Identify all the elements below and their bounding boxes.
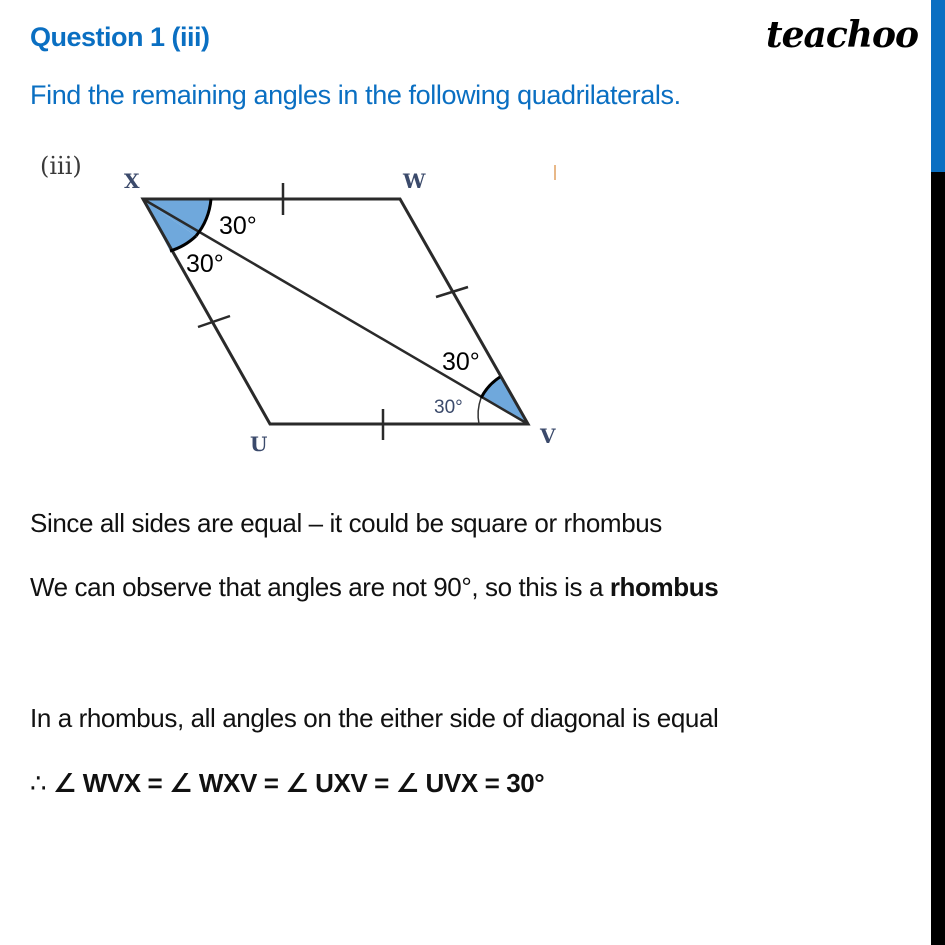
vertex-w-label: W: [403, 169, 426, 193]
angle-label-wxv: 30°: [219, 212, 257, 240]
solution-line-2: [30, 572, 718, 603]
part-label: (iii): [40, 152, 82, 180]
solution-line-4-text: ∠ WVX = ∠ WXV = ∠ UXV = ∠ UVX = 30°: [52, 768, 545, 798]
angle-arc-uvx: [478, 398, 481, 424]
solution-line-2-text: We can observe that angles are not 90°, so this is a: [30, 572, 610, 602]
vertex-x-label: X: [124, 169, 140, 193]
angle-label-wvx: 30°: [442, 348, 480, 376]
teachoo-logo: teachoo: [766, 14, 918, 56]
therefore-symbol: ∴: [30, 768, 53, 798]
vertex-u-label: U: [250, 432, 268, 456]
vertex-v-label: V: [540, 424, 556, 448]
question-title: Question 1 (iii): [30, 22, 210, 52]
solution-line-4: [30, 768, 544, 799]
solution-line-2-bold: rhombus: [609, 572, 719, 602]
solution-line-3: In a rhombus, all angles on the either side of diagonal is equal: [30, 703, 719, 733]
diagonal-xv: [143, 199, 528, 424]
question-text: Find the remaining angles in the following quadrilaterals.: [30, 80, 681, 110]
angle-label-uvx: 30°: [434, 397, 463, 418]
angle-label-uxv: 30°: [186, 250, 224, 278]
rhombus-figure: [0, 0, 945, 470]
solution-line-1: Since all sides are equal – it could be square or rhombus: [30, 508, 662, 538]
